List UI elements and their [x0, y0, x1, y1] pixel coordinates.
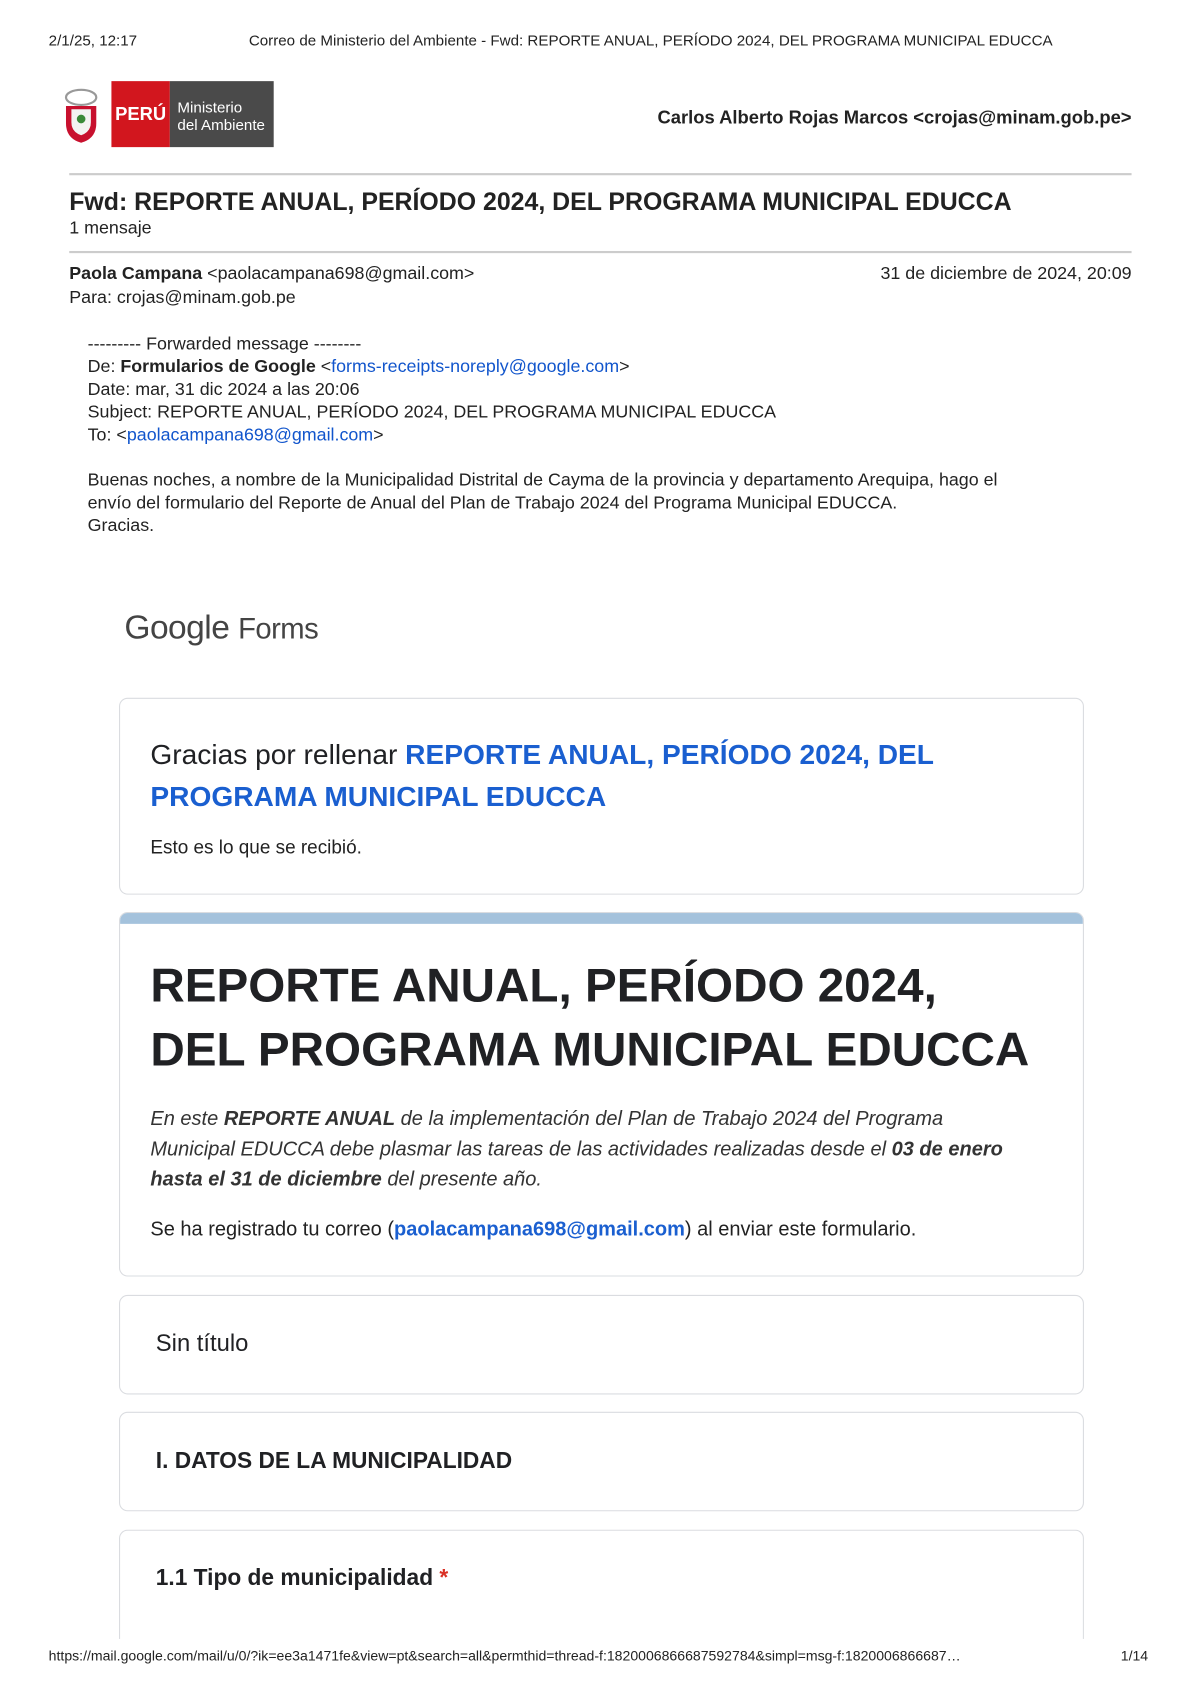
- form-title: [150, 954, 1029, 1082]
- registered-email-link[interactable]: paolacampana698@gmail.com: [393, 1217, 685, 1240]
- fwd-to: To: <paolacampana698@gmail.com>: [87, 425, 384, 445]
- brand-google: Google: [124, 607, 230, 646]
- print-url: https://mail.google.com/mail/u/0/?ik=ee3a1471fe&view=pt&search=all&permthid=thread-f:1820006866687592784&simpl=msg-f:1820006866687…: [48, 1647, 961, 1664]
- logo-peru: PERÚ: [111, 81, 169, 147]
- section-untitled: [119, 1295, 1084, 1395]
- page-number: 1/14: [1120, 1647, 1149, 1664]
- body-line: Gracias.: [87, 516, 155, 536]
- body-line: Buenas noches, a nombre de la Municipalidad Distrital de Cayma de la provincia y departamento Arequipa, hago el: [87, 470, 998, 491]
- accent-bar: [120, 913, 1083, 924]
- section-datos: [119, 1412, 1084, 1512]
- form-link[interactable]: REPORTE ANUAL, PERÍODO 2024, DEL: [405, 737, 934, 771]
- account-name: Carlos Alberto Rojas Marcos <crojas@minam.gob.pe>: [657, 107, 1132, 128]
- logo-line1: Ministerio: [177, 98, 243, 116]
- form-title-line: DEL PROGRAMA MUNICIPAL EDUCCA: [150, 1023, 1030, 1077]
- fwd-from: De: Formularios de Google <forms-receipts-noreply@google.com>: [87, 356, 630, 377]
- logo-ministerio: [170, 81, 274, 147]
- form-link[interactable]: PROGRAMA MUNICIPAL EDUCCA: [150, 779, 607, 813]
- question-title: 1.1 Tipo de municipalidad *: [155, 1565, 449, 1591]
- fwd-from-name: Formularios de Google: [120, 356, 316, 377]
- thanks-prefix: Gracias por rellenar: [150, 737, 406, 771]
- body-line: envío del formulario del Reporte de Anual del Plan de Trabajo 2024 del Programa Municipal EDUCCA.: [87, 493, 898, 513]
- fwd-header: --------- Forwarded message --------: [87, 334, 362, 354]
- thread-subject: Fwd: REPORTE ANUAL, PERÍODO 2024, DEL PROGRAMA MUNICIPAL EDUCCA: [69, 187, 1012, 216]
- fwd-date: Date: mar, 31 dic 2024 a las 20:06: [87, 379, 360, 400]
- fwd-from-email-link[interactable]: forms-receipts-noreply@google.com: [331, 356, 620, 377]
- sender-name: Paola Campana: [69, 263, 203, 284]
- form-header-card: [119, 912, 1084, 1277]
- print-title: Correo de Ministerio del Ambiente - Fwd: REPORTE ANUAL, PERÍODO 2024, DEL PROGRAMA MUNICIPAL EDUCCA: [248, 31, 1053, 49]
- forwarded-block: [88, 333, 998, 537]
- required-asterisk: *: [439, 1565, 449, 1591]
- divider: [69, 173, 1131, 175]
- print-datetime: 2/1/25, 12:17: [48, 31, 138, 49]
- message-date: 31 de diciembre de 2024, 20:09: [880, 263, 1132, 284]
- fwd-to-label: To:: [87, 425, 117, 445]
- registered-email-text: Se ha registrado tu correo (paolacampana698@gmail.com) al enviar este formulario.: [150, 1217, 917, 1240]
- thanks-text: [150, 733, 934, 817]
- message-count: 1 mensaje: [69, 218, 152, 238]
- received-text: Esto es lo que se recibió.: [150, 836, 362, 858]
- form-description: En este REPORTE ANUAL de la implementación del Plan de Trabajo 2024 del Programa Municipal EDUCCA debe plasmar las tareas de las actividades realizadas desde el 03 de enero hasta el 31 de diciembre del presente año.: [150, 1106, 1003, 1190]
- recipient: Para: crojas@minam.gob.pe: [69, 287, 296, 308]
- google-forms-logo: [124, 608, 318, 647]
- sender-email: <paolacampana698@gmail.com>: [207, 263, 475, 284]
- brand-forms: Forms: [238, 612, 319, 645]
- peru-crest-icon: [59, 84, 102, 147]
- logo-line2: del Ambiente: [177, 115, 265, 134]
- section-title: Sin título: [155, 1329, 249, 1357]
- fwd-from-label: De:: [87, 356, 121, 377]
- sender: [69, 263, 474, 286]
- fwd-subject: Subject: REPORTE ANUAL, PERÍODO 2024, DEL PROGRAMA MUNICIPAL EDUCCA: [87, 402, 777, 422]
- fwd-to-email-link[interactable]: paolacampana698@gmail.com: [126, 425, 374, 445]
- form-title-line: REPORTE ANUAL, PERÍODO 2024,: [150, 959, 937, 1013]
- section-title: I. DATOS DE LA MUNICIPALIDAD: [155, 1448, 513, 1474]
- divider: [69, 251, 1131, 253]
- thanks-card: [119, 698, 1084, 895]
